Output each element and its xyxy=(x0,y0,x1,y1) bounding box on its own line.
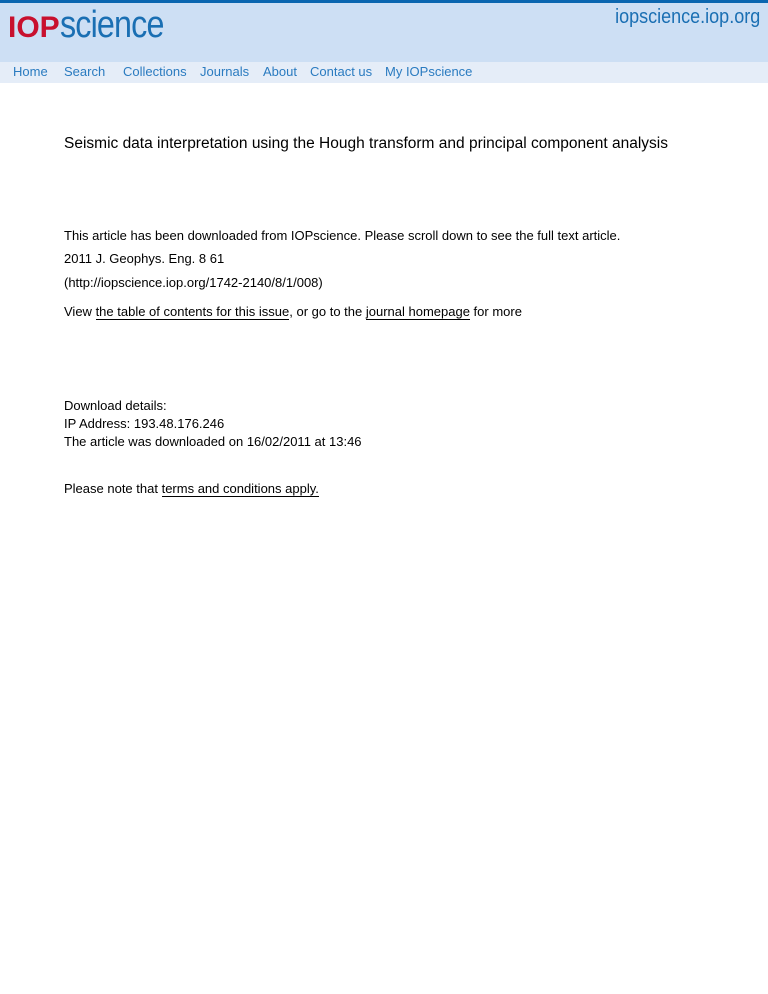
nav-contact[interactable]: Contact us xyxy=(310,64,373,79)
article-title: Seismic data interpretation using the Hough transform and principal component analysis xyxy=(64,135,668,152)
nav-home[interactable]: Home xyxy=(13,64,48,79)
ip-address: IP Address: 193.48.176.246 xyxy=(64,416,225,431)
view-suffix: for more xyxy=(469,304,522,319)
nav-search[interactable]: Search xyxy=(64,64,106,79)
journal-homepage-link[interactable]: journal homepage xyxy=(365,304,470,319)
nav-journals[interactable]: Journals xyxy=(200,64,250,79)
download-date: The article was downloaded on 16/02/2011 at 13:46 xyxy=(64,434,362,449)
citation: 2011 J. Geophys. Eng. 8 61 xyxy=(64,251,225,266)
nav-bar xyxy=(0,62,768,83)
nav-my-iopscience[interactable]: My IOPscience xyxy=(385,64,473,79)
site-url[interactable]: iopscience.iop.org xyxy=(614,6,760,28)
terms-link[interactable]: terms and conditions apply. xyxy=(161,481,319,496)
nav-about[interactable]: About xyxy=(263,64,297,79)
terms-prefix: Please note that xyxy=(64,481,162,496)
toc-link[interactable]: the table of contents for this issue xyxy=(95,304,290,319)
logo-iop: IOP xyxy=(8,11,60,44)
download-heading: Download details: xyxy=(64,398,167,413)
logo-science: science xyxy=(59,4,164,46)
nav-collections[interactable]: Collections xyxy=(123,64,187,79)
view-middle: , or go to the xyxy=(289,304,366,319)
terms-line xyxy=(64,481,319,496)
site-header xyxy=(0,3,768,62)
article-url: (http://iopscience.iop.org/1742-2140/8/1/008) xyxy=(64,275,323,290)
view-prefix: View xyxy=(64,304,96,319)
iopscience-logo[interactable] xyxy=(8,3,182,50)
download-notice: This article has been downloaded from IOPscience. Please scroll down to see the full text article. xyxy=(64,228,621,243)
view-line xyxy=(64,304,522,319)
